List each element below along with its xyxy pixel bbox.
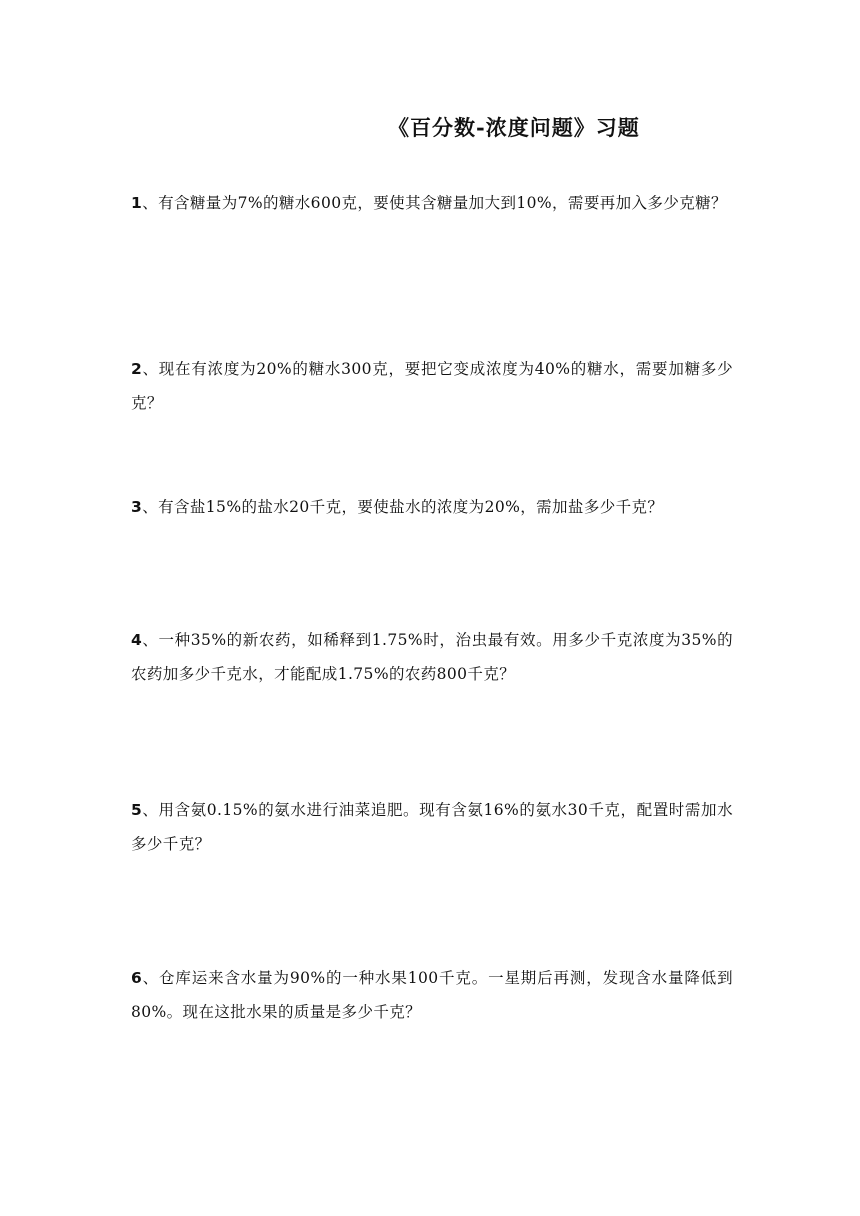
- question-separator: 、: [142, 631, 159, 649]
- question-4: [131, 623, 733, 691]
- question-separator: 、: [142, 360, 159, 378]
- question-number: 3: [131, 498, 143, 516]
- question-2: [131, 352, 733, 420]
- question-number: 5: [131, 801, 143, 819]
- question-text: 有含糖量为7%的糖水600克，要使其含糖量加大到10%，需要再加入多少克糖？: [158, 194, 727, 212]
- question-3: [131, 490, 733, 524]
- question-6: [131, 961, 733, 1029]
- question-number: 6: [131, 969, 143, 987]
- question-separator: 、: [142, 969, 160, 987]
- question-number: 4: [131, 631, 143, 649]
- question-text: 一种35%的新农药，如稀释到1.75%时，治虫最有效。用多少千克浓度为35%的农药加多少千克水，才能配成1.75%的农药800千克？: [131, 631, 733, 683]
- question-separator: 、: [142, 801, 159, 819]
- question-text: 用含氨0.15%的氨水进行油菜追肥。现有含氨16%的氨水30千克，配置时需加水多少千克？: [131, 801, 733, 853]
- question-separator: 、: [142, 498, 159, 516]
- question-number: 1: [131, 194, 143, 212]
- question-text: 仓库运来含水量为90%的一种水果100千克。一星期后再测，发现含水量降低到80%。现在这批水果的质量是多少千克？: [131, 969, 734, 1021]
- question-1: [131, 186, 733, 220]
- question-5: [131, 793, 733, 861]
- page-title: 《百分数-浓度问题》习题: [388, 115, 640, 140]
- question-text: 有含盐15%的盐水20千克，要使盐水的浓度为20%，需加盐多少千克？: [158, 498, 664, 516]
- question-number: 2: [131, 360, 143, 378]
- question-text: 现在有浓度为20%的糖水300克，要把它变成浓度为40%的糖水，需要加糖多少克？: [131, 360, 733, 412]
- question-separator: 、: [142, 194, 159, 212]
